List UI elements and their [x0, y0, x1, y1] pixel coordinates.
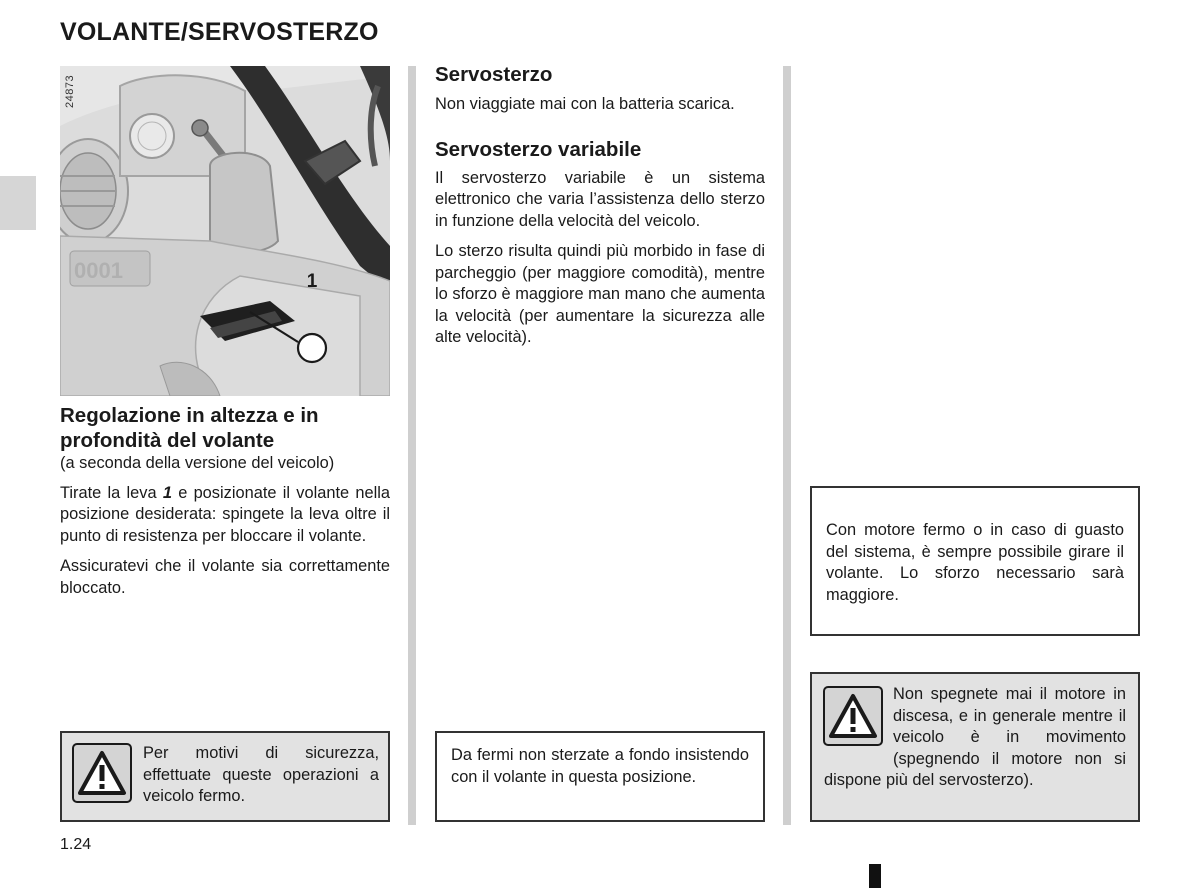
engine-off-warning-text: [824, 684, 1126, 792]
variable-power-steering-heading: Servosterzo variabile: [435, 137, 642, 161]
steering-effort-paragraph: Lo sterzo risulta quindi più morbido in fase di parcheggio (per maggiore comodità), mentre lo sforzo è maggiore man mano che aumenta la velocità (per aumentare la sicurezza alle alte velocità).: [435, 242, 765, 346]
engine-off-warning-box: [810, 672, 1140, 822]
column-divider-right: [783, 66, 791, 825]
lever-reference: 1: [162, 483, 172, 502]
locked-check-paragraph: Assicuratevi che il volante sia correttamente bloccato.: [60, 557, 390, 597]
middle-column-content: [435, 62, 765, 358]
steering-note-text: Da fermi non sterzate a fondo insistendo con il volante in questa posizione.: [451, 746, 749, 786]
engine-off-note-text: Con motore fermo o in caso di guasto del sistema, è sempre possibile girare il volante. Lo sforzo necessario sarà maggiore.: [826, 521, 1124, 604]
left-column-content: [60, 403, 390, 608]
safety-warning-box: [60, 731, 390, 822]
steering-note-box: [435, 731, 765, 822]
height-depth-adjust-heading: [60, 403, 390, 453]
air-vent-drawing: [60, 139, 128, 243]
steering-column-illustration: [60, 66, 390, 396]
callout-label-1: 1: [306, 271, 318, 292]
safety-warning-text: Per motivi di sicurezza, effettuate queste operazioni a veicolo fermo.: [143, 744, 379, 805]
icon-float-spacer: [824, 684, 893, 756]
engine-off-warning-body: Non spegnete mai il motore in discesa, e in generale mentre il veicolo è in movimento (spegnendo il motore non si dispone più del servosterzo).: [824, 685, 1126, 789]
adjust-instructions-paragraph: [60, 483, 390, 548]
warning-triangle-icon: [72, 743, 132, 803]
para1-after: e posizionate il volante nella posizione desiderata: spingete la leva oltre il punto di resistenza per bloccare il volante.: [60, 483, 390, 545]
power-steering-heading: Servosterzo: [435, 63, 553, 86]
column-divider-left: [408, 66, 416, 825]
svg-text:0001: 0001: [74, 258, 123, 283]
battery-warning-paragraph: Non viaggiate mai con la batteria scarica.: [435, 95, 735, 113]
para1-before: Tirate la leva: [60, 483, 163, 502]
version-note: (a seconda della versione del veicolo): [60, 454, 335, 472]
heading-line-1: Regolazione in altezza e in: [60, 404, 319, 427]
callout-circle: [298, 334, 326, 362]
figure-reference-code: 24873: [64, 74, 76, 108]
section-tab-marker: [0, 176, 36, 230]
steering-illustration-drawing: [60, 66, 390, 396]
variable-steering-paragraph: Il servosterzo variabile è un sistema elettronico che varia l’assistenza dello sterzo in funzione della velocità del veicolo.: [435, 168, 765, 230]
engine-off-note-box: [810, 486, 1140, 636]
page-edge-marker: [869, 864, 881, 888]
heading-line-2: profondità del volante: [60, 429, 275, 452]
page-title: VOLANTE/SERVOSTERZO: [60, 18, 379, 46]
page-number: 1.24: [60, 836, 92, 853]
